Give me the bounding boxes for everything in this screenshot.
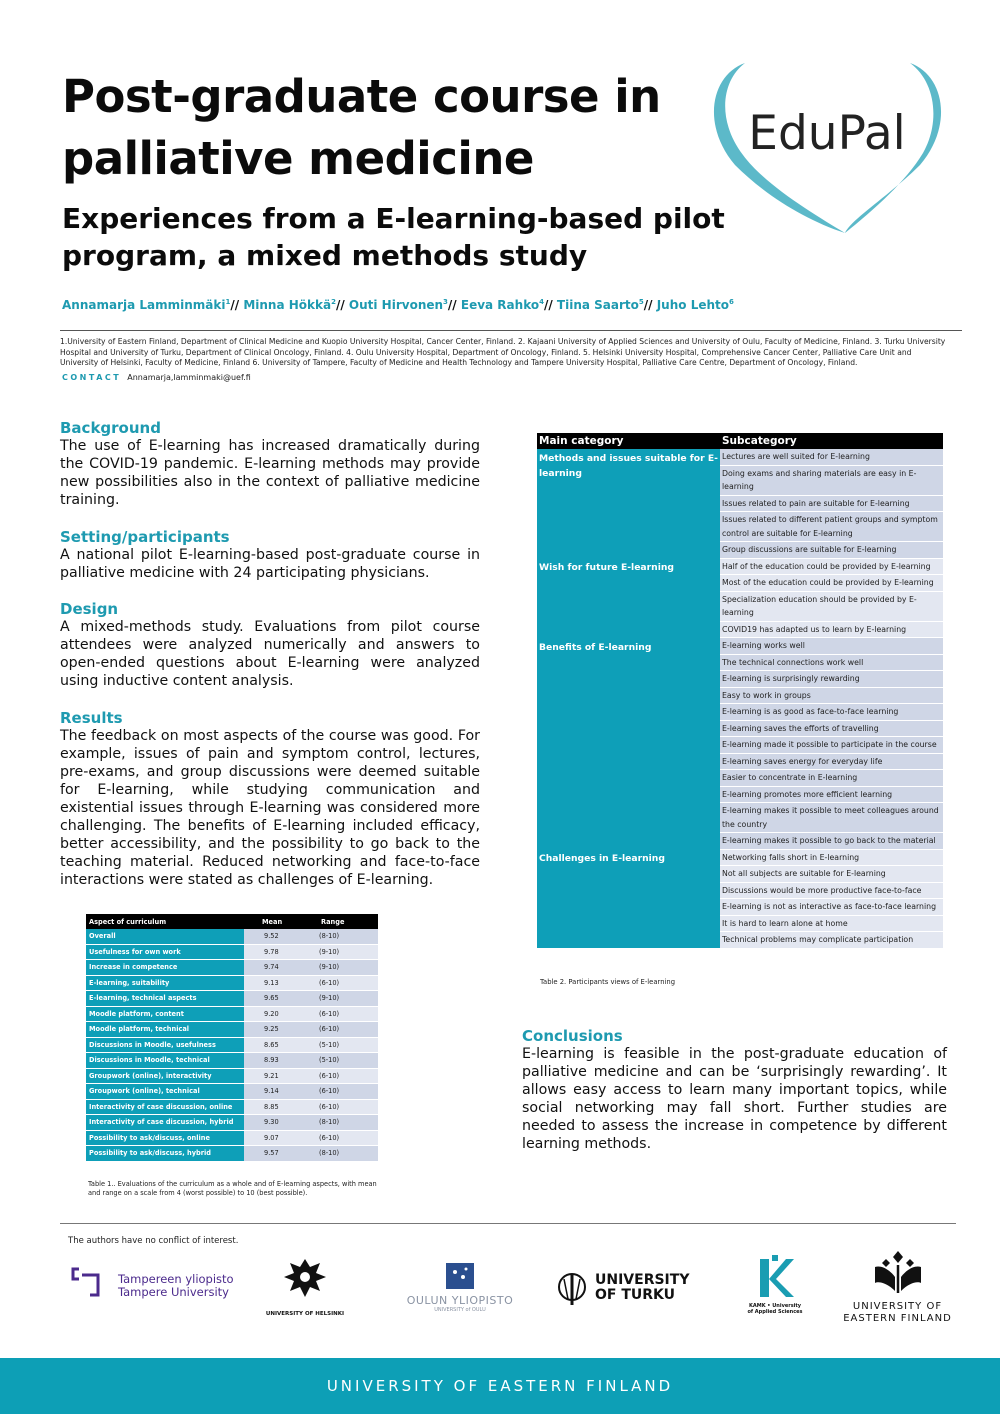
tampere-bracket-icon [70, 1265, 104, 1299]
edupal-logo-text: EduPal [748, 106, 906, 161]
subcategory-cell: E-learning saves the efforts of travelling [720, 720, 943, 737]
logo-text: OF TURKU [595, 1287, 676, 1303]
main-category-cell: Methods and issues suitable for E-learning [537, 449, 720, 558]
mean-cell: 8.65 [244, 1037, 307, 1053]
subcategory-cell: E-learning makes it possible to meet colleagues around the country [720, 803, 943, 833]
logo-text: Tampereen yliopisto [118, 1272, 234, 1286]
logo-text: UNIVERSITY [595, 1272, 690, 1288]
mean-cell: 9.13 [244, 975, 307, 991]
subcategory-cell: E-learning works well [720, 638, 943, 655]
kamk-logo [735, 1255, 815, 1315]
table-row [537, 449, 943, 465]
aspect-cell: Groupwork (online), technical [86, 1084, 244, 1100]
mean-cell: 9.21 [244, 1068, 307, 1084]
range-cell: (9-10) [307, 944, 378, 960]
section-text: E-learning is feasible in the post-graduate education of palliative medicine and can be ‘surprisingly rewarding’. It allows easy access to learn many important topics, while social networking may fall short. Further studies are needed to assess the increase in competence by different learning methods. [522, 1046, 947, 1152]
range-cell: (6-10) [307, 1130, 378, 1146]
curriculum-evaluation-table [86, 914, 378, 1162]
table-row [86, 944, 378, 960]
aspect-cell: Possibility to ask/discuss, online [86, 1130, 244, 1146]
table-row [86, 1037, 378, 1053]
logo-text: UNIVERSITY OF [852, 1301, 943, 1312]
affiliations: 1.University of Eastern Finland, Department of Clinical Medicine and Kuopio University Hospital, Cancer Center, Finland. 2. Kajaani University of Applied Sciences and University of Oulu, Faculty of Medicine, Finland. 3. Turku University Hospital and University of Turku, Department of Clinical Oncology, Finland. 4. Oulu University Hospital, Department of Oncology, Finland. 5. Helsinki University Hospital, Comprehensive Cancer Center, Palliative Care Unit and University of Helsinki, Faculty of Medicine, Finland 6. University of Tampere, Faculty of Medicine and Health Technology and Tampere University Hospital, Palliative Care Centre, Department of Oncology, Finland. [60, 337, 946, 367]
subcategory-cell: Most of the education could be provided by E-learning [720, 575, 943, 592]
table-row [86, 1084, 378, 1100]
range-cell: (6-10) [307, 1084, 378, 1100]
main-category-cell: Wish for future E-learning [537, 558, 720, 638]
uef-logo [835, 1247, 960, 1325]
subcategory-cell: E-learning saves energy for everyday life [720, 753, 943, 770]
subcategory-cell: Issues related to different patient groups and symptom control are suitable for E-learning [720, 512, 943, 542]
table-header-cell: Range [307, 914, 378, 929]
author-name: Eeva Rahko [460, 298, 540, 312]
range-cell: (6-10) [307, 1022, 378, 1038]
poster-subtitle: Experiences from a E-learning-based pilot program, a mixed methods study [62, 202, 725, 272]
author-name: Tiina Saarto [556, 298, 639, 312]
oulu-emblem-icon [446, 1263, 474, 1289]
section-background [60, 419, 480, 509]
elearning-views-table [537, 433, 943, 949]
range-cell: (9-10) [307, 960, 378, 976]
subcategory-cell: E-learning is not as interactive as face-to-face learning [720, 899, 943, 916]
subcategory-cell: Half of the education could be provided by E-learning [720, 558, 943, 575]
range-cell: (6-10) [307, 975, 378, 991]
aspect-cell: Increase in competence [86, 960, 244, 976]
section-text: The feedback on most aspects of the course was good. For example, issues of pain and symptom control, lectures, pre-exams, and group discussions were deemed suitable for E-learning, while studying communication and existential issues through E-learning was considered more challenging. The benefits of E-learning included efficacy, better accessibility, and the possibility to go back to the teaching material. Reduced networking and face-to-face interactions were stated as challenges of E-learning. [60, 728, 480, 888]
section-design [60, 600, 480, 690]
section-heading: Setting/participants [60, 528, 230, 546]
mean-cell: 9.30 [244, 1115, 307, 1131]
table-header-row [86, 914, 378, 929]
subcategory-cell: E-learning is surprisingly rewarding [720, 671, 943, 688]
table-row [86, 991, 378, 1007]
subcategory-cell: Not all subjects are suitable for E-learning [720, 866, 943, 883]
aspect-cell: Usefulness for own work [86, 944, 244, 960]
section-conclusions [522, 1027, 947, 1153]
mean-cell: 8.93 [244, 1053, 307, 1069]
subcategory-cell: Discussions would be more productive face-to-face [720, 882, 943, 899]
author-name: Minna Hökkä [243, 298, 332, 312]
aspect-cell: Discussions in Moodle, usefulness [86, 1037, 244, 1053]
range-cell: (8-10) [307, 929, 378, 944]
table-row [86, 960, 378, 976]
logo-text: OULUN YLIOPISTO [406, 1294, 514, 1307]
range-cell: (6-10) [307, 1068, 378, 1084]
subcategory-cell: Easier to concentrate in E-learning [720, 770, 943, 787]
table-row [86, 1022, 378, 1038]
aspect-cell: Interactivity of case discussion, online [86, 1099, 244, 1115]
range-cell: (6-10) [307, 1006, 378, 1022]
logo-text: EASTERN FINLAND [843, 1313, 952, 1324]
mean-cell: 9.07 [244, 1130, 307, 1146]
helsinki-crest-icon [280, 1255, 330, 1303]
header-divider [60, 330, 962, 331]
table-row [86, 1146, 378, 1162]
mean-cell: 9.78 [244, 944, 307, 960]
aspect-cell: Discussions in Moodle, technical [86, 1053, 244, 1069]
contact-line [62, 373, 251, 382]
subcategory-cell: It is hard to learn alone at home [720, 915, 943, 932]
aspect-cell: E-learning, suitability [86, 975, 244, 991]
range-cell: (5-10) [307, 1053, 378, 1069]
uef-book-tree-icon [873, 1247, 923, 1297]
table-row [86, 1053, 378, 1069]
logo-text: UNIVERSITY of OULU [434, 1307, 486, 1313]
main-category-cell: Challenges in E-learning [537, 849, 720, 948]
subcategory-cell: Easy to work in groups [720, 687, 943, 704]
mean-cell: 9.20 [244, 1006, 307, 1022]
subcategory-cell: COVID19 has adapted us to learn by E-learning [720, 621, 943, 638]
table-row [537, 638, 943, 655]
section-text: A national pilot E-learning-based post-graduate course in palliative medicine with 24 participating physicians. [60, 547, 480, 581]
aspect-cell: Moodle platform, technical [86, 1022, 244, 1038]
subcategory-cell: E-learning makes it possible to go back to the material [720, 833, 943, 850]
table1-caption: Table 1.. Evaluations of the curriculum as a whole and of E-learning aspects, with mean and range on a scale from 4 (worst possible) to 10 (best possible). [88, 1180, 377, 1197]
table2-caption: Table 2. Participants views of E-learning [540, 978, 676, 986]
table-row [86, 975, 378, 991]
mean-cell: 8.85 [244, 1099, 307, 1115]
table-header-cell: Mean [244, 914, 307, 929]
edupal-heart-icon [705, 55, 950, 235]
subcategory-cell: Issues related to pain are suitable for E-learning [720, 495, 943, 512]
section-setting [60, 528, 480, 582]
table-row [86, 1006, 378, 1022]
subcategory-cell: Doing exams and sharing materials are easy in E-learning [720, 465, 943, 495]
author-list: Annamarja Lamminmäki$^1$// Minna Hökkä$^2$// Outi Hirvonen$^3$// Eeva Rahko$^4$// Tiina Saarto$^5$// Juho Lehto$^6$ [62, 298, 734, 312]
poster-title: Post-graduate course in palliative medicine [62, 70, 661, 185]
edupal-logo [705, 55, 950, 235]
logo-text: Tampere University [118, 1285, 229, 1299]
section-heading: Design [60, 600, 119, 618]
table-row [86, 1115, 378, 1131]
author-name: Outi Hirvonen [348, 298, 444, 312]
main-category-cell: Benefits of E-learning [537, 638, 720, 850]
tampere-university-logo [70, 1263, 234, 1303]
aspect-cell: Moodle platform, content [86, 1006, 244, 1022]
logo-text: KAMK • University [748, 1303, 802, 1309]
range-cell: (8-10) [307, 1115, 378, 1131]
table-row [86, 1099, 378, 1115]
section-heading: Background [60, 419, 161, 437]
kamk-k-icon [756, 1255, 794, 1299]
range-cell: (9-10) [307, 991, 378, 1007]
university-of-oulu-logo [395, 1263, 525, 1313]
partner-logos [60, 1255, 960, 1340]
mean-cell: 9.14 [244, 1084, 307, 1100]
footer-divider [60, 1223, 956, 1224]
range-cell: (6-10) [307, 1099, 378, 1115]
author-name: Juho Lehto [656, 298, 729, 312]
logo-text: of Applied Sciences [747, 1309, 803, 1315]
mean-cell: 9.57 [244, 1146, 307, 1162]
aspect-cell: Groupwork (online), interactivity [86, 1068, 244, 1084]
subcategory-cell: Networking falls short in E-learning [720, 849, 943, 866]
contact-email[interactable]: Annamarja,lamminmaki@uef.fi [127, 373, 251, 382]
mean-cell: 9.25 [244, 1022, 307, 1038]
subcategory-cell: Technical problems may complicate participation [720, 932, 943, 949]
aspect-cell: Interactivity of case discussion, hybrid [86, 1115, 244, 1131]
section-heading: Conclusions [522, 1027, 623, 1045]
aspect-cell: E-learning, technical aspects [86, 991, 244, 1007]
table-row [86, 929, 378, 944]
table-row [537, 558, 943, 575]
table-header-cell: Aspect of curriculum [86, 914, 244, 929]
subcategory-cell: Group discussions are suitable for E-learning [720, 542, 943, 559]
table-row [86, 1068, 378, 1084]
section-text: The use of E-learning has increased dramatically during the COVID-19 pandemic. E-learning methods may provide new possibilities also in the context of palliative medicine training. [60, 438, 480, 508]
range-cell: (8-10) [307, 1146, 378, 1162]
subcategory-cell: E-learning is as good as face-to-face learning [720, 704, 943, 721]
university-of-helsinki-logo [260, 1255, 350, 1317]
table-header-row [537, 433, 943, 449]
subcategory-cell: E-learning promotes more efficient learning [720, 786, 943, 803]
section-results [60, 709, 480, 889]
table-header-cell: Subcategory [720, 433, 943, 449]
footer-banner: UNIVERSITY OF EASTERN FINLAND [0, 1358, 1000, 1414]
logo-text: UNIVERSITY OF HELSINKI [265, 1311, 345, 1317]
mean-cell: 9.65 [244, 991, 307, 1007]
table-row [86, 1130, 378, 1146]
table-header-cell: Main category [537, 433, 720, 449]
aspect-cell: Overall [86, 929, 244, 944]
conflict-statement: The authors have no conflict of interest. [68, 1236, 239, 1246]
section-heading: Results [60, 709, 123, 727]
subcategory-cell: The technical connections work well [720, 654, 943, 671]
contact-label: CONTACT [62, 373, 122, 382]
subcategory-cell: Specialization education should be provided by E-learning [720, 591, 943, 621]
section-text: A mixed-methods study. Evaluations from pilot course attendees were analyzed numerically and answers to open-ended questions about E-learning were analyzed using inductive content analysis. [60, 619, 480, 689]
author-name: Annamarja Lamminmäki [62, 298, 226, 312]
table-row [537, 849, 943, 866]
mean-cell: 9.74 [244, 960, 307, 976]
turku-torch-icon [555, 1269, 589, 1309]
subcategory-cell: Lectures are well suited for E-learning [720, 449, 943, 465]
mean-cell: 9.52 [244, 929, 307, 944]
subcategory-cell: E-learning made it possible to participate in the course [720, 737, 943, 754]
range-cell: (5-10) [307, 1037, 378, 1053]
aspect-cell: Possibility to ask/discuss, hybrid [86, 1146, 244, 1162]
